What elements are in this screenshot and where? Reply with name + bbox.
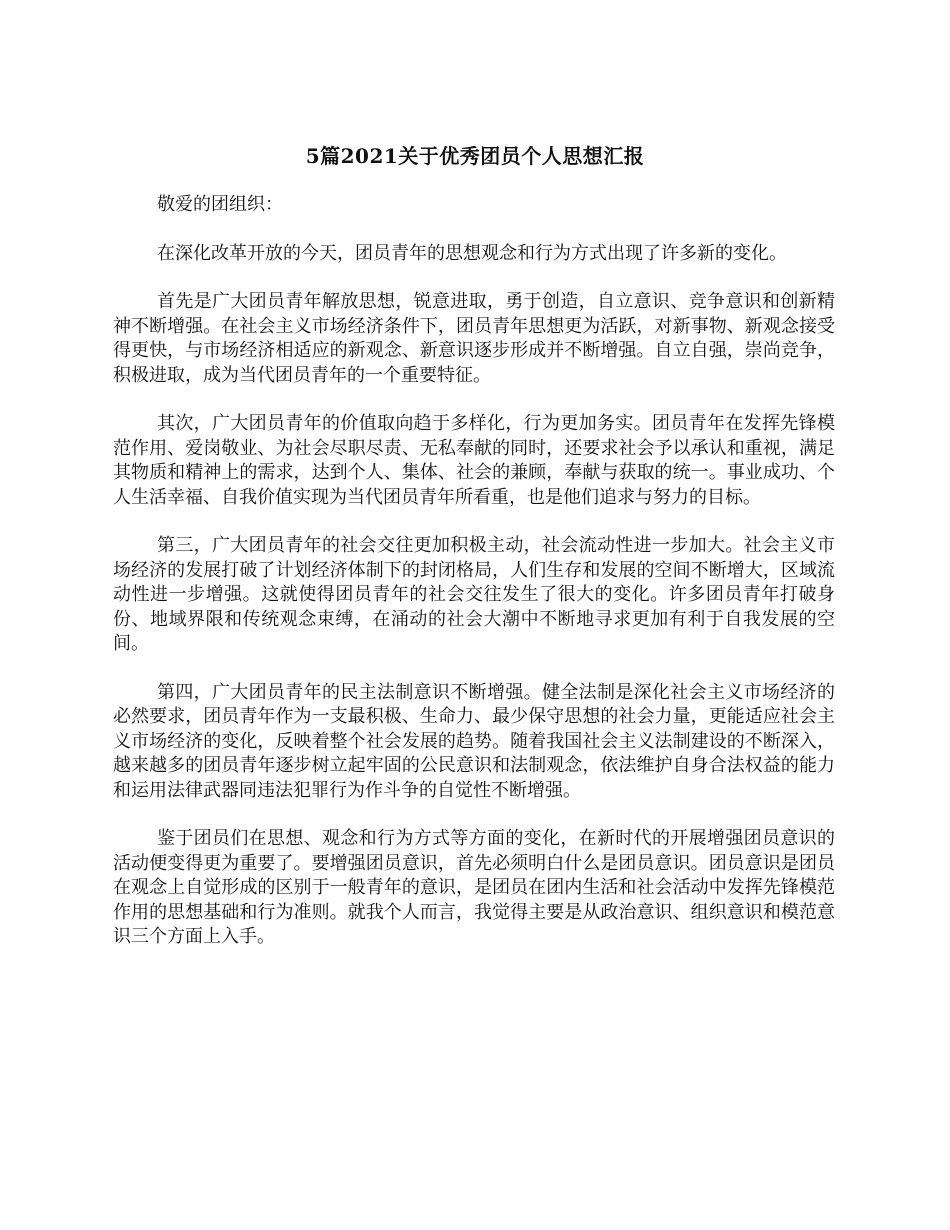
paragraph-1: 在深化改革开放的今天，团员青年的思想观念和行为方式出现了许多新的变化。 (157, 242, 787, 264)
greeting: 敬爱的团组织： (157, 194, 283, 215)
paragraph-6: 鉴于团员们在思想、观念和行为方式等方面的变化，在新时代的开展增强团员意识的活动便变得更为重要了。要增强团员意识，首先必须明白什么是团员意识。团员意识是团员在观念上自觉形成的区别于一般青年的意识，是团员在团内生活和社会活动中发挥先锋模范作用的思想基础和行为准则。就我个人而言，我觉得主要是从政治意识、组织意识和模范意识三个方面上入手。 (113, 828, 835, 947)
paragraph-2: 首先是广大团员青年解放思想，锐意进取，勇于创造，自立意识、竞争意识和创新精神不断增强。在社会主义市场经济条件下，团员青年思想更为活跃，对新事物、新观念接受得更快，与市场经济相适应的新观念、新意识逐步形成并不断增强。自立自强，崇尚竞争，积极进取，成为当代团员青年的一个重要特征。 (113, 291, 835, 386)
paragraph-4: 第三，广大团员青年的社会交往更加积极主动，社会流动性进一步加大。社会主义市场经济的发展打破了计划经济体制下的封闭格局，人们生存和发展的空间不断增大，区域流动性进一步增强。这就使得团员青年的社会交往发生了很大的变化。许多团员青年打破身份、地域界限和传统观念束缚，在涌动的社会大潮中不断地寻求更加有利于自我发展的空间。 (113, 535, 835, 654)
document-body (113, 193, 835, 974)
paragraph-3: 其次，广大团员青年的价值取向趋于多样化，行为更加务实。团员青年在发挥先锋模范作用、爱岗敬业、为社会尽职尽责、无私奉献的同时，还要求社会予以承认和重视，满足其物质和精神上的需求，达到个人、集体、社会的兼顾，奉献与获取的统一。事业成功、个人生活幸福、自我价值实现为当代团员青年所看重，也是他们追求与努力的目标。 (113, 413, 835, 508)
document-title: 5篇2021关于优秀团员个人思想汇报 (305, 144, 645, 168)
paragraph-5: 第四，广大团员青年的民主法制意识不断增强。健全法制是深化社会主义市场经济的必然要求，团员青年作为一支最积极、生命力、最少保守思想的社会力量，更能适应社会主义市场经济的变化，反映着整个社会发展的趋势。随着我国社会主义法制建设的不断深入，越来越多的团员青年逐步树立起牢固的公民意识和法制观念，依法维护自身合法权益的能力和运用法律武器同违法犯罪行为作斗争的自觉性不断增强。 (113, 681, 835, 801)
